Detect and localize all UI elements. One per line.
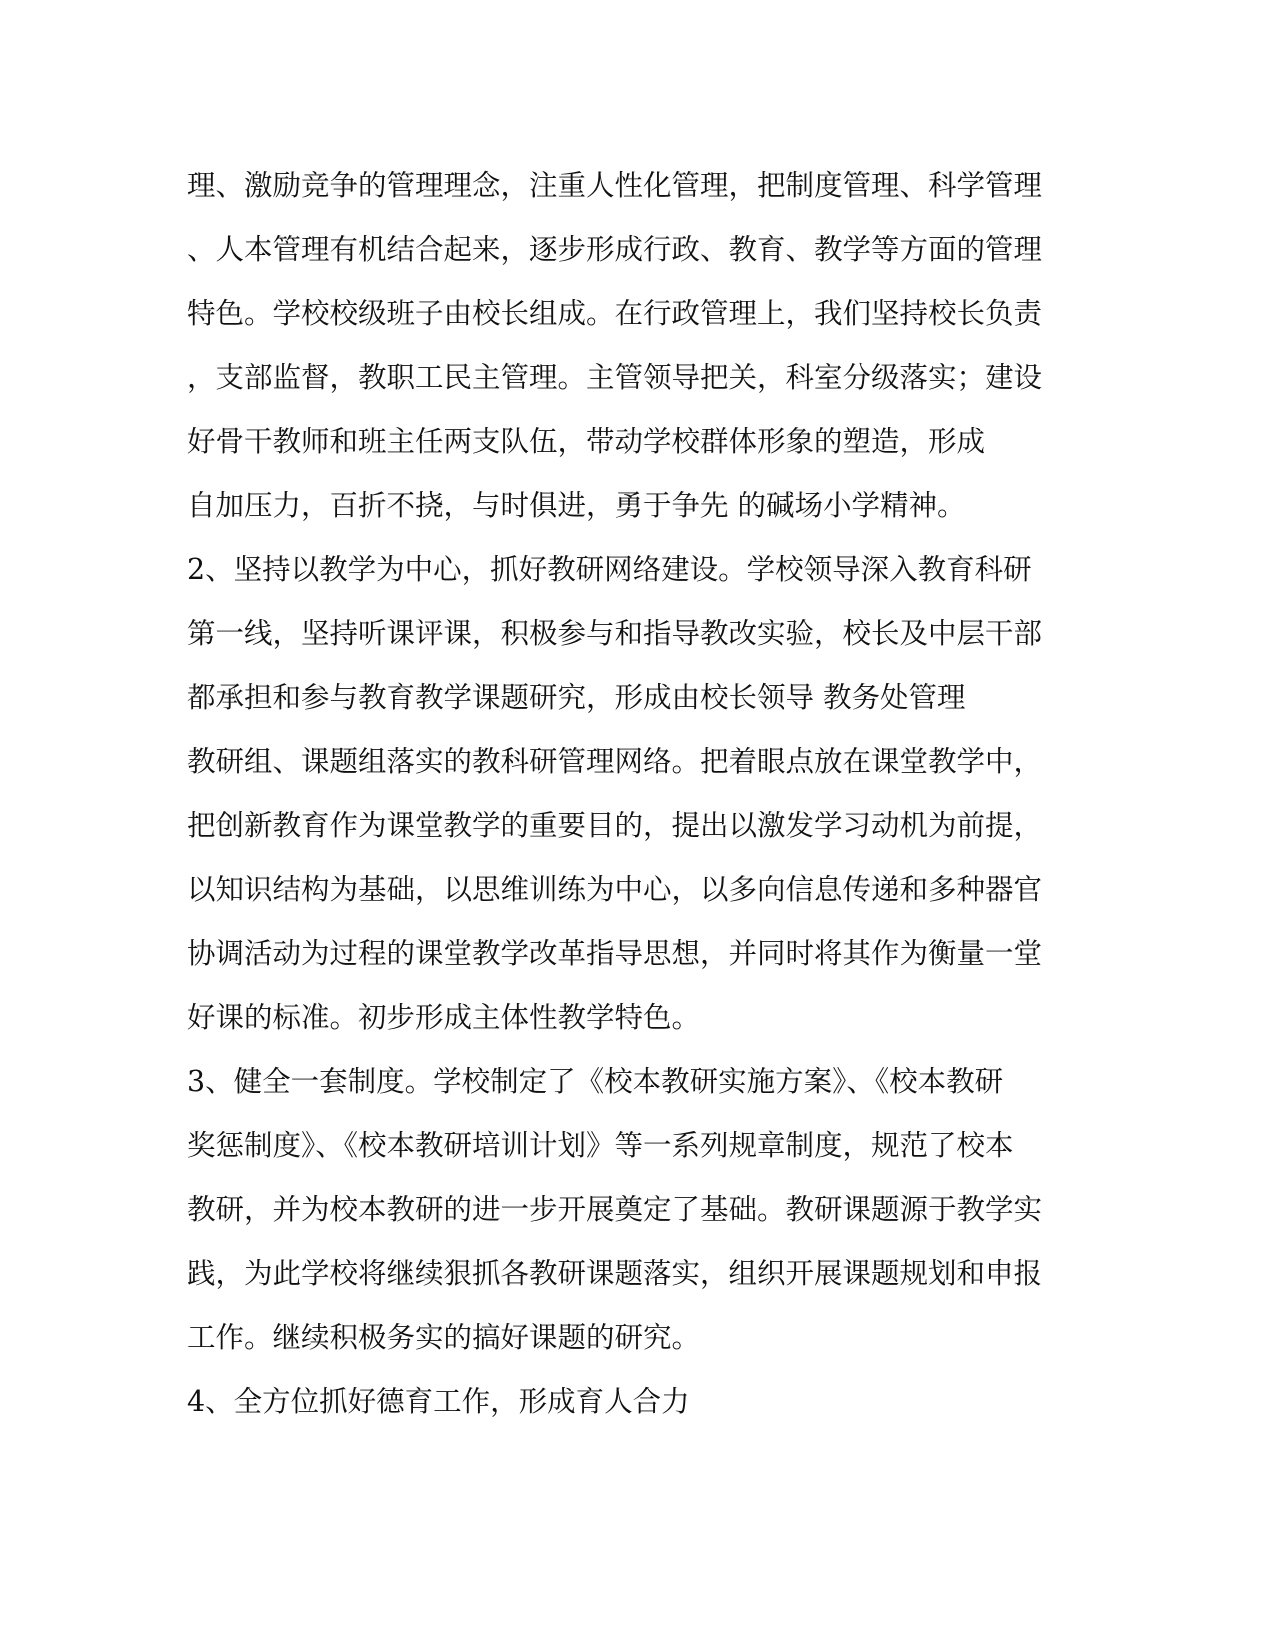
- text-line: 自加压力，百折不挠，与时俱进，勇于争先 的碱场小学精神。: [187, 489, 966, 522]
- text-line: 以知识结构为基础，以思维训练为中心，以多向信息传递和多种器官: [187, 873, 1043, 906]
- text-line: 协调活动为过程的课堂教学改革指导思想，并同时将其作为衡量一堂: [187, 937, 1043, 970]
- text-line: ，支部监督，教职工民主管理。主管领导把关，科室分级落实；建设: [187, 361, 1043, 394]
- text-line: 第一线，坚持听课评课，积极参与和指导教改实验，校长及中层干部: [187, 617, 1043, 650]
- body-text: [187, 166, 1047, 1446]
- text-line: 好骨干教师和班主任两支队伍，带动学校群体形象的塑造，形成: [187, 425, 986, 458]
- text-line: 3、健全一套制度。学校制定了《校本教研实施方案》、《校本教研: [187, 1065, 1004, 1098]
- text-line: 把创新教育作为课堂教学的重要目的，提出以激发学习动机为前提，: [187, 809, 1043, 842]
- text-line: 工作。继续积极务实的搞好课题的研究。: [187, 1321, 701, 1354]
- text-line: 2、坚持以教学为中心，抓好教研网络建设。学校领导深入教育科研: [187, 553, 1032, 586]
- text-line: 4、全方位抓好德育工作，形成育人合力: [187, 1385, 690, 1418]
- text-line: 好课的标准。初步形成主体性教学特色。: [187, 1001, 701, 1034]
- text-line: 特色。学校校级班子由校长组成。在行政管理上，我们坚持校长负责: [187, 297, 1043, 330]
- text-line: 教研组、课题组落实的教科研管理网络。把着眼点放在课堂教学中，: [187, 745, 1043, 778]
- text-line: 教研，并为校本教研的进一步开展奠定了基础。教研课题源于教学实: [187, 1193, 1043, 1226]
- text-line: 、人本管理有机结合起来，逐步形成行政、教育、教学等方面的管理: [187, 233, 1043, 266]
- text-line: 奖惩制度》、《校本教研培训计划》等一系列规章制度，规范了校本: [187, 1129, 1014, 1162]
- text-line: 理、激励竞争的管理理念，注重人性化管理，把制度管理、科学管理: [187, 169, 1043, 202]
- text-line: 都承担和参与教育教学课题研究，形成由校长领导 教务处管理: [187, 681, 966, 714]
- text-line: 践，为此学校将继续狠抓各教研课题落实，组织开展课题规划和申报: [187, 1257, 1043, 1290]
